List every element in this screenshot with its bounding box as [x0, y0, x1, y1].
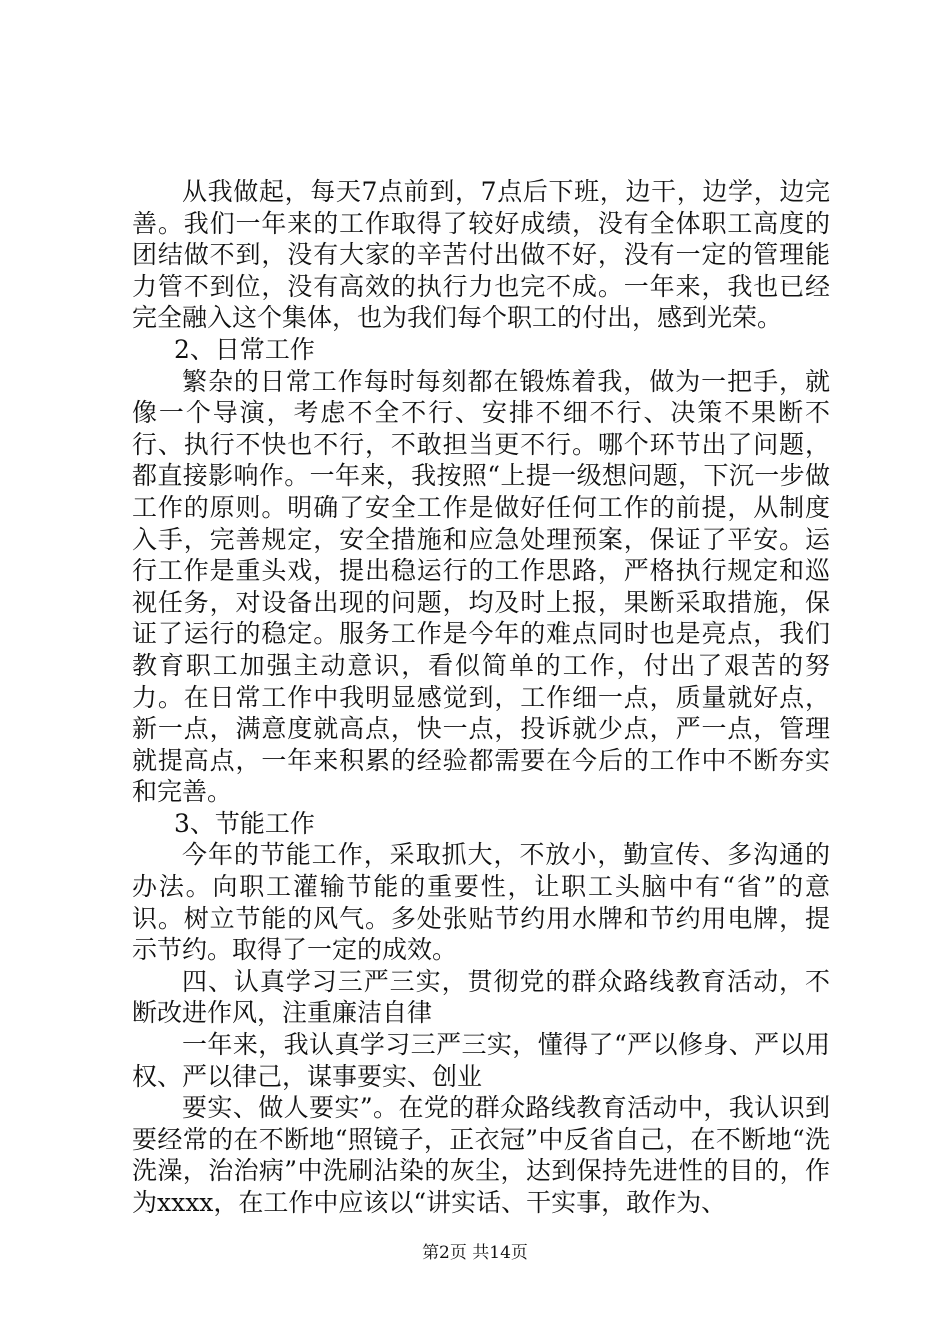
paragraph-energy-saving: 今年的节能工作，采取抓大，不放小，勤宣传、多沟通的办法。向职工灌输节能的重要性，让职工头脑中有“省”的意识。树立节能的风气。多处张贴节约用水牌和节约用电牌，提示节约。取得了一定的成效。: [132, 840, 830, 965]
section-heading-four: 四、认真学习三严三实，贯彻党的群众路线教育活动，不断改进作风，注重廉洁自律: [132, 966, 830, 1028]
paragraph-mass-line: 要实、做人要实”。在党的群众路线教育活动中，我认识到要经常的在不断地“照镜子，正衣冠”中反省自己，在不断地“洗洗澡，治治病”中洗刷沾染的灰尘，达到保持先进性的目的，作为xxxx，在工作中应该以“讲实话、干实事，敢作为、: [132, 1093, 830, 1217]
paragraph-intro: 从我做起，每天7点前到，7点后下班，边干，边学，边完善。我们一年来的工作取得了较好成绩，没有全体职工高度的团结做不到，没有大家的辛苦付出做不好，没有一定的管理能力管不到位，没有高效的执行力也完不成。一年来，我也已经完全融入这个集体，也为我们每个职工的付出，感到光荣。: [132, 177, 830, 333]
paragraph-daily-work: 繁杂的日常工作每时每刻都在锻炼着我，做为一把手，就像一个导演，考虑不全不行、安排不细不行、决策不果断不行、执行不快也不行，不敢担当更不行。哪个环节出了问题，都直接影响作。一年来，我按照“上提一级想问题，下沉一步做工作的原则。明确了安全工作是做好任何工作的前提，从制度入手，完善规定，安全措施和应急处理预案，保证了平安。运行工作是重头戏，提出稳运行的工作思路，严格执行规定和巡视任务，对设备出现的问题，均及时上报，果断采取措施，保证了运行的稳定。服务工作是今年的难点同时也是亮点，我们教育职工加强主动意识，看似简单的工作，付出了艰苦的努力。在日常工作中我明显感觉到，工作细一点，质量就好点，新一点，满意度就高点，快一点，投诉就少点，严一点，管理就提高点，一年来积累的经验都需要在今后的工作中不断夯实和完善。: [132, 366, 830, 807]
section-heading-energy-saving: 3、节能工作: [174, 808, 315, 838]
section-heading-daily-work: 2、日常工作: [174, 334, 315, 364]
document-body: [132, 176, 830, 1219]
paragraph-three-stricts: 一年来，我认真学习三严三实，懂得了“严以修身、严以用权、严以律己，谋事要实、创业: [132, 1030, 830, 1091]
page-number-footer: 第2页 共14页: [422, 1243, 528, 1263]
